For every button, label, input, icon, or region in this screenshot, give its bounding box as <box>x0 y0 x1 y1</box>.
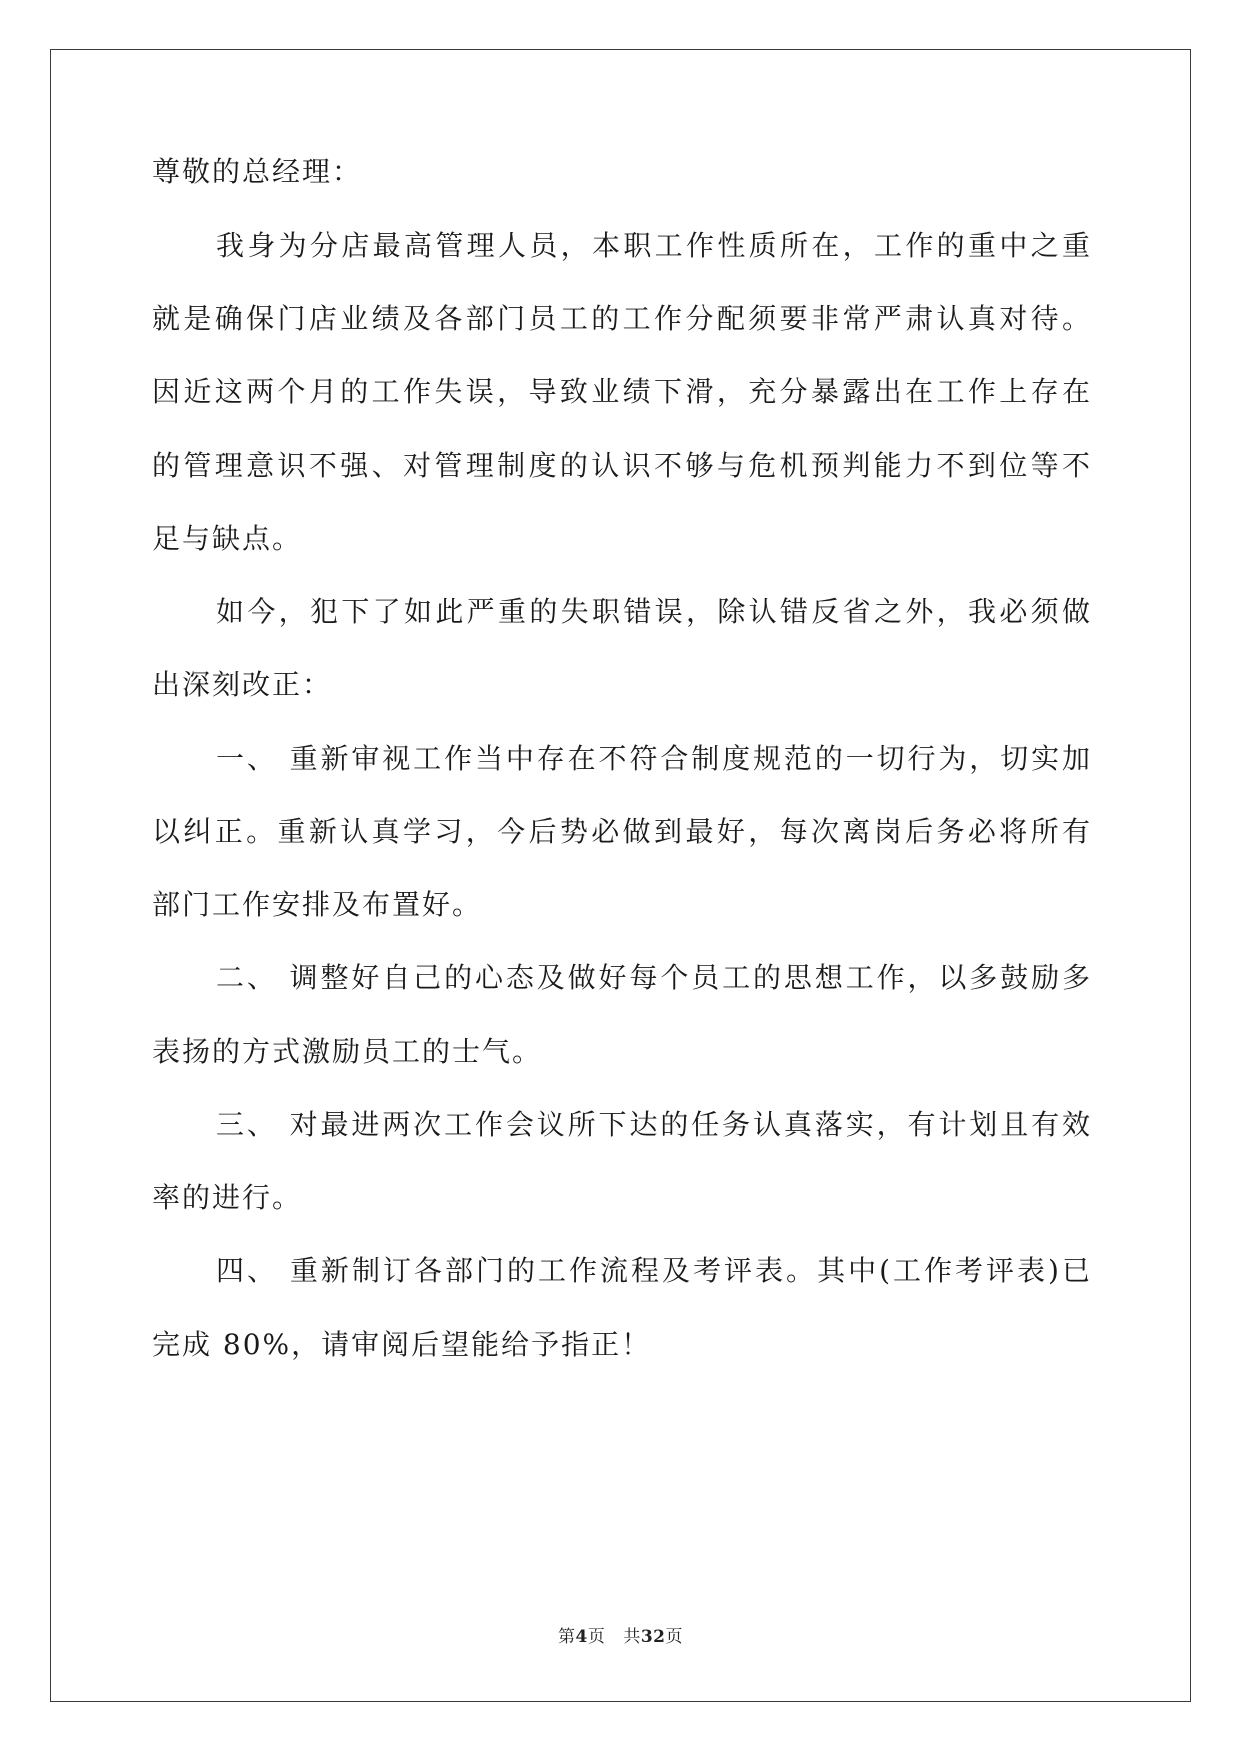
page-border <box>50 49 1191 1702</box>
list-item-line: 四、 重新制订各部门的工作流程及考评表。其中(工作考评表)已 <box>216 1254 1092 1287</box>
paragraph-line: 因近这两个月的工作失误，导致业绩下滑，充分暴露出在工作上存在 <box>152 375 1092 408</box>
page-prefix: 第 <box>557 1627 576 1647</box>
list-item-line: 率的进行。 <box>152 1181 303 1214</box>
page-suffix: 页 <box>587 1627 606 1647</box>
page-total: 32 <box>640 1627 666 1647</box>
list-item-line: 一、 重新审视工作当中存在不符合制度规范的一切行为，切实加 <box>216 742 1092 775</box>
paragraph-line: 足与缺点。 <box>152 522 303 555</box>
page-current: 4 <box>575 1627 588 1647</box>
paragraph-line: 出深刻改正： <box>152 668 333 701</box>
list-item-line: 完成 80%，请审阅后望能给予指正！ <box>152 1328 652 1361</box>
list-item-line: 以纠正。重新认真学习，今后势必做到最好，每次离岗后务必将所有 <box>152 815 1092 848</box>
paragraph-line: 就是确保门店业绩及各部门员工的工作分配须要非常严肃认真对待。 <box>152 302 1092 335</box>
paragraph-line: 如今，犯下了如此严重的失职错误，除认错反省之外，我必须做 <box>216 595 1092 628</box>
total-prefix: 共 <box>623 1627 641 1647</box>
list-item-line: 三、 对最进两次工作会议所下达的任务认真落实，有计划且有效 <box>216 1108 1092 1141</box>
paragraph-line: 我身为分店最高管理人员，本职工作性质所在，工作的重中之重 <box>216 229 1092 262</box>
list-item-line: 部门工作安排及布置好。 <box>152 888 483 921</box>
total-suffix: 页 <box>665 1627 683 1647</box>
page-footer <box>0 1625 1241 1649</box>
list-item-line: 二、 调整好自己的心态及做好每个员工的思想工作，以多鼓励多 <box>216 961 1092 994</box>
paragraph-line: 的管理意识不强、对管理制度的认识不够与危机预判能力不到位等不 <box>152 449 1092 482</box>
list-item-line: 表扬的方式激励员工的士气。 <box>152 1035 543 1068</box>
salutation: 尊敬的总经理： <box>152 155 363 188</box>
